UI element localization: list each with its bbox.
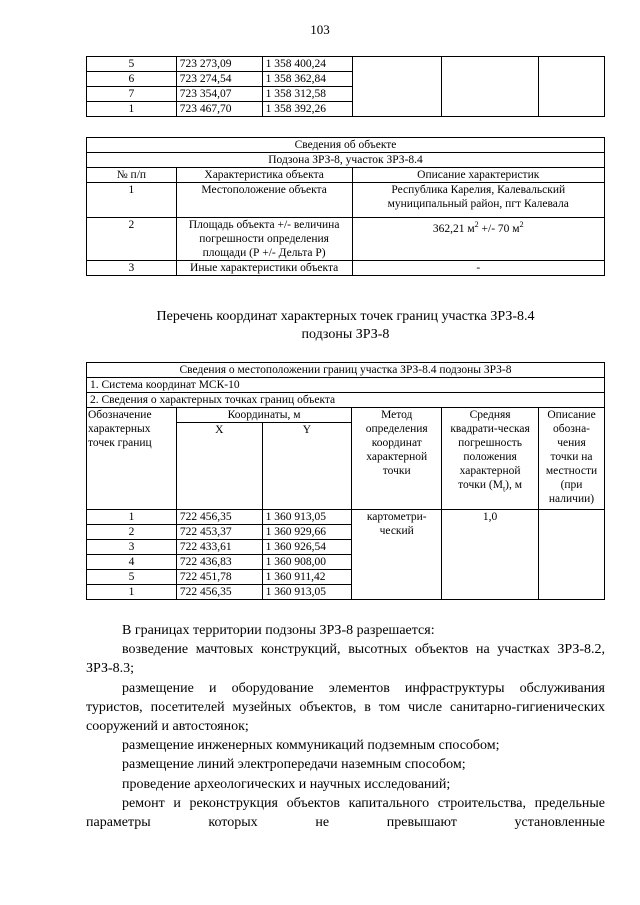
column-header-coordinates: Координаты, м: [176, 408, 351, 423]
column-header-designation: Обозначение характерных точек границ: [87, 408, 177, 510]
coord-y: 1 360 913,05: [262, 585, 352, 600]
coord-y: 1 360 911,42: [262, 570, 352, 585]
coord-y: 1 360 913,05: [262, 510, 352, 525]
table-row: [87, 183, 605, 218]
table-header-row: [87, 408, 605, 423]
table-title: Сведения об объекте: [87, 138, 605, 153]
coord-y: 1 358 392,26: [262, 102, 352, 117]
coord-y: 1 358 400,24: [262, 57, 352, 72]
coord-x: 722 456,35: [176, 585, 262, 600]
table-title: Сведения о местоположении границ участка ЗРЗ-8.4 подзоны ЗРЗ-8: [87, 363, 605, 378]
column-header-x: X: [176, 423, 262, 510]
coord-x: 723 273,09: [176, 57, 262, 72]
paragraph: проведение археологических и научных исследований;: [122, 776, 451, 792]
row-number: 2: [87, 218, 177, 261]
table-row: [87, 57, 605, 72]
page-number: 103: [310, 22, 330, 37]
error-header-subscript: t: [502, 484, 506, 494]
row-number: 1: [87, 183, 177, 218]
point-number: 5: [87, 570, 177, 585]
point-number: 1: [87, 510, 177, 525]
column-header: № п/п: [87, 168, 177, 183]
paragraph: возведение мачтовых конструкций, высотных объектов на участках ЗРЗ-8.2, ЗРЗ-8.3;: [86, 642, 605, 677]
points-info: 2. Сведения о характерных точках границ объекта: [87, 393, 605, 408]
method-cell: [352, 57, 442, 117]
coord-x: 723 274,54: [176, 72, 262, 87]
point-number: 1: [87, 102, 177, 117]
row-number: 3: [87, 261, 177, 276]
coord-x: 722 456,35: [176, 510, 262, 525]
paragraph: размещение линий электропередачи наземным способом;: [122, 757, 466, 773]
error-header-text: Средняя квадрати-ческая погрешность положения характерной точки (M: [450, 409, 530, 491]
boundary-coordinates-table: [86, 362, 605, 600]
column-header-y: Y: [262, 423, 352, 510]
characteristic-description: [352, 218, 605, 261]
point-number: 2: [87, 525, 177, 540]
coord-y: 1 360 926,54: [262, 540, 352, 555]
table-row: [87, 510, 605, 525]
characteristic-name: Местоположение объекта: [176, 183, 352, 218]
paragraph: размещение инженерных коммуникаций подземным способом;: [122, 738, 500, 754]
heading-line-2: подзоны ЗРЗ-8: [301, 327, 390, 342]
characteristic-description: Республика Карелия, Калевальский муниципальный район, пгт Калевала: [352, 183, 605, 218]
table-subtitle: Подзона ЗРЗ-8, участок ЗРЗ-8.4: [87, 153, 605, 168]
coord-y: 1 360 929,66: [262, 525, 352, 540]
coord-y: 1 358 312,58: [262, 87, 352, 102]
paragraph: ремонт и реконструкция объектов капитального строительства, предельные параметры которых не превышают установленные: [86, 795, 605, 831]
body-text: [86, 621, 605, 832]
coord-y: 1 360 908,00: [262, 555, 352, 570]
point-number: 7: [87, 87, 177, 102]
area-tolerance: +/- 70 м: [478, 222, 520, 235]
heading-line-1: Перечень координат характерных точек границ участка ЗРЗ-8.4: [156, 309, 535, 324]
error-header-unit: ), м: [505, 479, 523, 491]
point-number: 6: [87, 72, 177, 87]
column-header-method: Метод определения координат характерной точки: [352, 408, 442, 510]
table-row: [87, 218, 605, 261]
paragraph: В границах территории подзоны ЗРЗ-8 разрешается:: [122, 623, 435, 638]
table-row: [87, 261, 605, 276]
section-heading: [86, 308, 605, 344]
unit-exponent: 2: [519, 220, 524, 229]
coordinates-table-continuation: [86, 56, 605, 117]
coordinate-system: 1. Система координат МСК-10: [87, 378, 605, 393]
point-number: 4: [87, 555, 177, 570]
point-number: 1: [87, 585, 177, 600]
characteristic-name: Площадь объекта +/- величина погрешности определения площади (Р +/- Дельта Р): [176, 218, 352, 261]
error-cell: [442, 57, 539, 117]
area-value: 362,21 м: [432, 222, 475, 235]
point-number: 3: [87, 540, 177, 555]
coord-x: 722 453,37: [176, 525, 262, 540]
point-number: 5: [87, 57, 177, 72]
paragraph: размещение и оборудование элементов инфраструктуры обслуживания туристов, посетителей музейных объектов, в том числе санитарно-гигиенических сооружений и автостоянок;: [86, 680, 605, 735]
column-header-error: [442, 408, 539, 510]
column-header: Описание характеристик: [352, 168, 605, 183]
coord-x: 722 451,78: [176, 570, 262, 585]
error-value: 1,0: [442, 510, 539, 600]
unit-exponent: 2: [474, 220, 479, 229]
coord-y: 1 358 362,84: [262, 72, 352, 87]
coord-x: 723 467,70: [176, 102, 262, 117]
object-info-table: [86, 137, 605, 276]
coord-x: 722 436,83: [176, 555, 262, 570]
characteristic-name: Иные характеристики объекта: [176, 261, 352, 276]
column-header-description: Описание обозна-чения точки на местности (при наличии): [539, 408, 605, 510]
coord-x: 722 433,61: [176, 540, 262, 555]
coord-x: 723 354,07: [176, 87, 262, 102]
column-header: Характеристика объекта: [176, 168, 352, 183]
characteristic-description: -: [352, 261, 605, 276]
table-header-row: [87, 168, 605, 183]
description-cell: [539, 57, 605, 117]
method-value: картометри-ческий: [352, 510, 442, 600]
description-value: [539, 510, 605, 600]
